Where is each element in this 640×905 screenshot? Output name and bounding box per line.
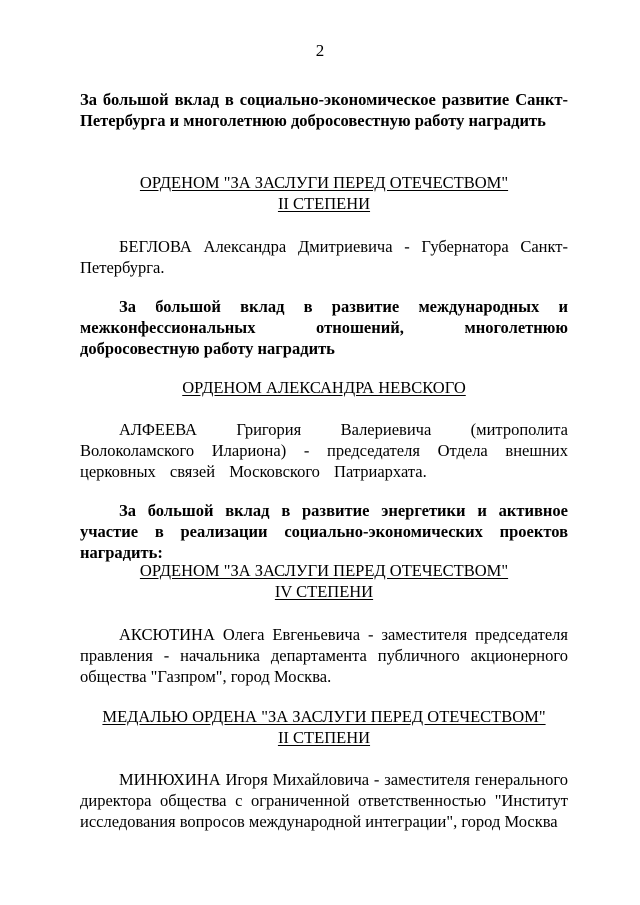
award-degree: IV СТЕПЕНИ bbox=[274, 582, 374, 601]
award-intro: За большой вклад в развитие энергетики и активное участие в реализации социально-экономических проектов наградить: bbox=[80, 501, 568, 562]
recipient-entry: АКСЮТИНА Олега Евгеньевича - заместителя председателя правления - начальника департамента публичного акционерного общества "Газпром", город Москва. bbox=[80, 625, 568, 686]
page-number: 2 bbox=[315, 41, 325, 60]
award-intro: За большой вклад в социально-экономическое развитие Санкт-Петербурга и многолетнюю добросовестную работу наградить bbox=[80, 90, 568, 130]
award-title: ОРДЕНОМ "ЗА ЗАСЛУГИ ПЕРЕД ОТЕЧЕСТВОМ" bbox=[139, 173, 509, 192]
award-degree: II СТЕПЕНИ bbox=[277, 194, 371, 213]
award-intro: За большой вклад в развитие международных и межконфессиональных отношений, многолетнюю добросовестную работу наградить bbox=[80, 297, 568, 358]
award-title: ОРДЕНОМ "ЗА ЗАСЛУГИ ПЕРЕД ОТЕЧЕСТВОМ" bbox=[139, 561, 509, 580]
recipient-entry: МИНЮХИНА Игоря Михайловича - заместителя генерального директора общества с ограниченной ответственностью "Институт исследования вопросов международной интеграции", город Москва bbox=[80, 770, 568, 831]
award-degree: II СТЕПЕНИ bbox=[277, 728, 371, 747]
award-title: МЕДАЛЬЮ ОРДЕНА "ЗА ЗАСЛУГИ ПЕРЕД ОТЕЧЕСТВОМ" bbox=[102, 707, 546, 726]
recipient-entry: АЛФЕЕВА Григория Валериевича (митрополита Волоколамского Илариона) - председателя Отдела внешних церковных связей Московского Патриархата. bbox=[80, 420, 568, 481]
award-title: ОРДЕНОМ АЛЕКСАНДРА НЕВСКОГО bbox=[182, 378, 466, 397]
recipient-entry: БЕГЛОВА Александра Дмитриевича - Губернатора Санкт-Петербурга. bbox=[80, 237, 568, 277]
